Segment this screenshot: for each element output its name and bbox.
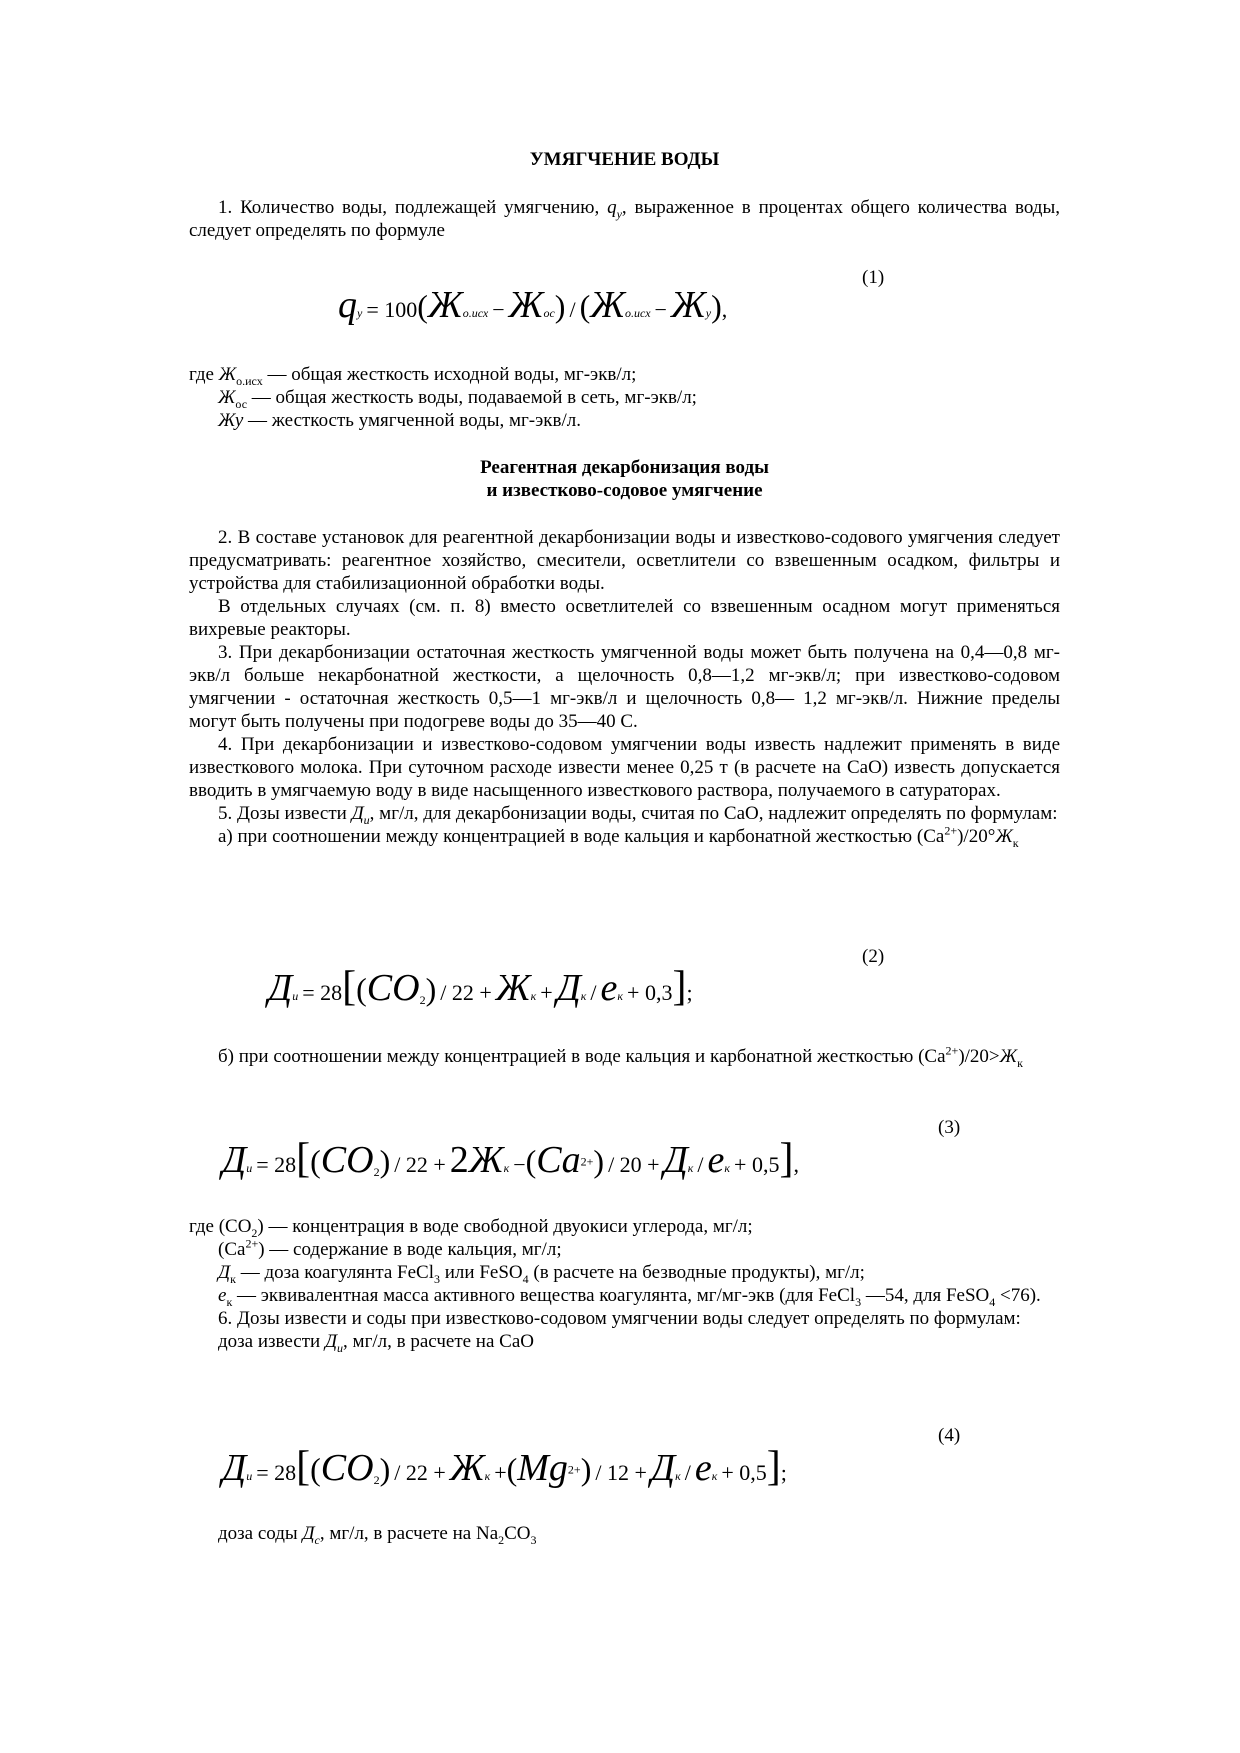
paragraph-2b: В отдельных случаях (см. п. 8) вместо осветлителей со взвешенным осадном могут применяться вихревые реакторы. (189, 596, 1060, 640)
subtitle-line-1: Реагентная декарбонизация воды (480, 457, 769, 478)
paragraph-6: 6. Дозы извести и соды при известково-содовом умягчении воды следует определять по формулам: (218, 1308, 1021, 1329)
paragraph-1 (189, 196, 1060, 242)
where-list-1: где $Ж_{о.исх}$ — общая жесткость исходной воды, мг-экв/л; $Ж_{ос}$ — общая жесткость воды, подаваемой в сеть, мг-экв/л; Жу — жесткость умягченной воды, мг-экв/л. (189, 364, 697, 431)
formula-2-number: (2) (862, 946, 885, 967)
soda-dose-line: доза соды $Д_с$, мг/л, в расчете на $Na_2CO_3$ (218, 1523, 537, 1547)
formula-3: Ди = $28[(CO_2) / 22 + 2Жк -(Ca^{2+}) / 20$ + Дк / eк + 0,5], (222, 1136, 799, 1182)
where-list-2: где $(CO_2)$ — концентрация в воде свободной двуокиси углерода, мг/л; $(Ca^{2+})$ — содержание в воде кальция, мг/л; $Д_к$ — доза коагулянта FeCl$_3$ или FeSO$_4$ (в расчете на безводные продукты), мг/л; $e_к$ — эквивалентная масса активного вещества коагулянта, мг/мг-экв (для FeCl$_3$ —54, для FeSO$_4$ <76). 6. Дозы извести и соды при известково-содовом умягчении воды следует определять по формулам: доза извести $Д_и$, мг/л, в расчете на CaO (189, 1215, 1060, 1353)
paragraph-5b-block (189, 1045, 1060, 1068)
subtitle-line-2: и известково-содовое умягчение (486, 480, 763, 501)
paragraph-5b: б) при соотношении между концентрацией в воде кальция и карбонатной жесткостью $(Ca^{2+})/20>Ж_к$ (218, 1043, 1023, 1070)
formula-4-number: (4) (938, 1425, 961, 1446)
paragraphs-2-5 (189, 526, 1060, 848)
formula-3-number: (3) (938, 1117, 961, 1138)
paragraph-5: 5. Дозы извести $Д_и$, мг/л, для декарбонизации воды, считая по CaO, надлежит определять по формулам: (218, 803, 1058, 827)
section-subtitle (189, 456, 1060, 502)
paragraph-4: 4. При декарбонизации и известково-содовом умягчении воды известь надлежит применять в виде известкового молока. При суточном расходе извести менее 0,25 т (в расчете на CaO) известь допускается вводить в умягчаемую воду в виде насыщенного известкового раствора, получаемого в сатураторах. (189, 734, 1060, 801)
page-title: УМЯГЧЕНИЕ ВОДЫ (529, 149, 720, 170)
formula-1-number: (1) (862, 267, 885, 288)
formula-2: Ди = $28[(CO_2) / 22$ + Жк + Дк / eк + 0,3]; (268, 964, 693, 1010)
paragraph-2: 2. В составе установок для реагентной декарбонизации воды и известково-содового умягчения следует предусматривать: реагентное хозяйство, смесители, осветлители со взвешенным осадком, фильтры и устройства для стабилизационной обработки воды. (189, 527, 1060, 594)
paragraph-3: 3. При декарбонизации остаточная жесткость умягченной воды может быть получена на 0,4—0,8 мг-экв/л больше некарбонатной жесткости, а щелочность 0,8—1,2 мг-экв/л; при известково-содовом умягчении - остаточная жесткость 0,5—1 мг-экв/л и щелочность 0,8— 1,2 мг-экв/л. Нижние пределы могут быть получены при подогреве воды до 35—40 С. (189, 642, 1060, 732)
p1-text-a: 1. Количество воды, подлежащей умягчению, (218, 197, 608, 218)
lime-dose-line: доза извести $Д_и$, мг/л, в расчете на CaO (218, 1331, 534, 1355)
soda-dose-block (189, 1522, 1060, 1545)
formula-1: qу = 100(Жо.исх − Жос) / (Жо.исх − Жу), (338, 284, 728, 326)
p1-text-b: , выраженное в процентах общего количества воды, следует определять по формуле (189, 197, 1060, 241)
formula-4: Ди = $28[(CO_2) / 22$ + Жк $+(Mg^{2+}) / 12$ + Дк / eк + 0,5]; (222, 1444, 787, 1490)
paragraph-5a: а) при соотношении между концентрацией в воде кальция и карбонатной жесткостью $(Ca^{2+})/20^\circ Ж_к$ (218, 823, 1019, 850)
p1-symbol: q (607, 197, 617, 218)
p1-symbol-sub: у (616, 206, 622, 221)
